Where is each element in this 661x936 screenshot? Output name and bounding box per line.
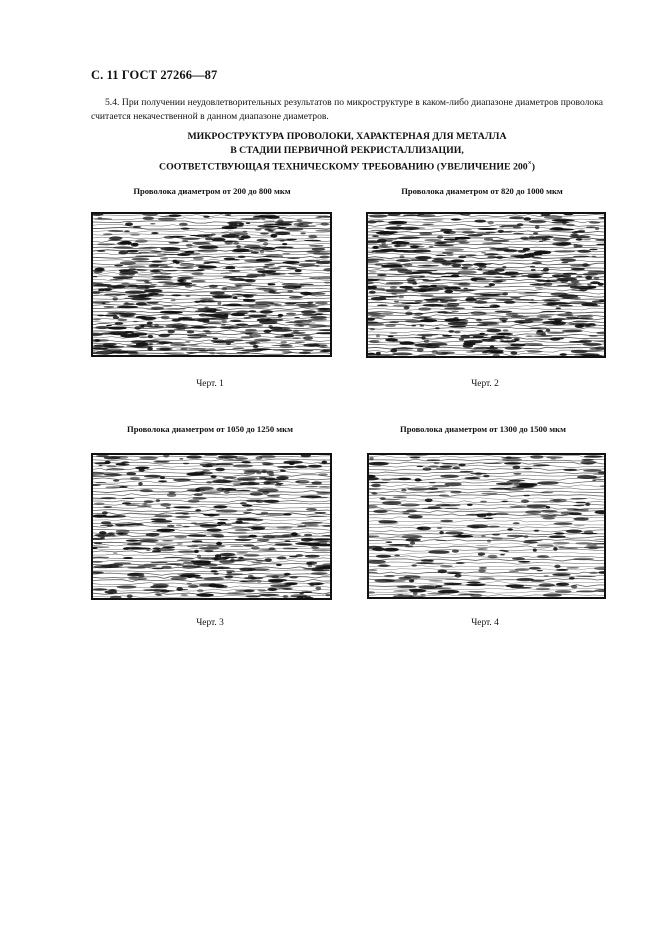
section-title-line-1: МИКРОСТРУКТУРА ПРОВОЛОКИ, ХАРАКТЕРНАЯ ДЛЯ МЕТАЛЛА	[187, 131, 507, 142]
figure-4-micrograph	[367, 453, 606, 599]
magnification-sign: ×	[527, 159, 532, 167]
figure-4-label: Черт. 4	[471, 618, 499, 628]
figure-2-micrograph	[366, 212, 606, 358]
paragraph-5-4	[91, 96, 603, 124]
figure-1-micrograph	[91, 212, 332, 357]
paragraph-text: 5.4. При получении неудовлетворительных результатов по микроструктуре в каком-либо диапазоне диаметров проволока считается некачественной в данном диапазоне диаметров.	[91, 97, 603, 122]
micrograph-texture	[93, 455, 330, 598]
micrograph-texture	[93, 214, 330, 355]
section-title-line-2: В СТАДИИ ПЕРВИЧНОЙ РЕКРИСТАЛЛИЗАЦИИ,	[230, 144, 464, 156]
micrograph-texture	[369, 455, 604, 597]
figure-3-micrograph	[91, 453, 332, 600]
section-title-line-3: СООТВЕТСТВУЮЩАЯ ТЕХНИЧЕСКОМУ ТРЕБОВАНИЮ (УВЕЛИЧЕНИЕ 200×)	[159, 159, 535, 173]
figure-2-caption: Проволока диаметром от 820 до 1000 мкм	[401, 186, 563, 196]
figure-3-label: Черт. 3	[196, 618, 224, 628]
micrograph-texture	[368, 214, 604, 356]
page-header: С. 11 ГОСТ 27266—87	[91, 68, 218, 82]
figure-1-caption: Проволока диаметром от 200 до 800 мкм	[133, 186, 291, 196]
figure-4-caption: Проволока диаметром от 1300 до 1500 мкм	[400, 424, 566, 434]
figure-3-caption: Проволока диаметром от 1050 до 1250 мкм	[127, 424, 293, 434]
section-title	[91, 130, 603, 174]
figure-2-label: Черт. 2	[471, 379, 499, 389]
figure-1-label: Черт. 1	[196, 379, 224, 389]
